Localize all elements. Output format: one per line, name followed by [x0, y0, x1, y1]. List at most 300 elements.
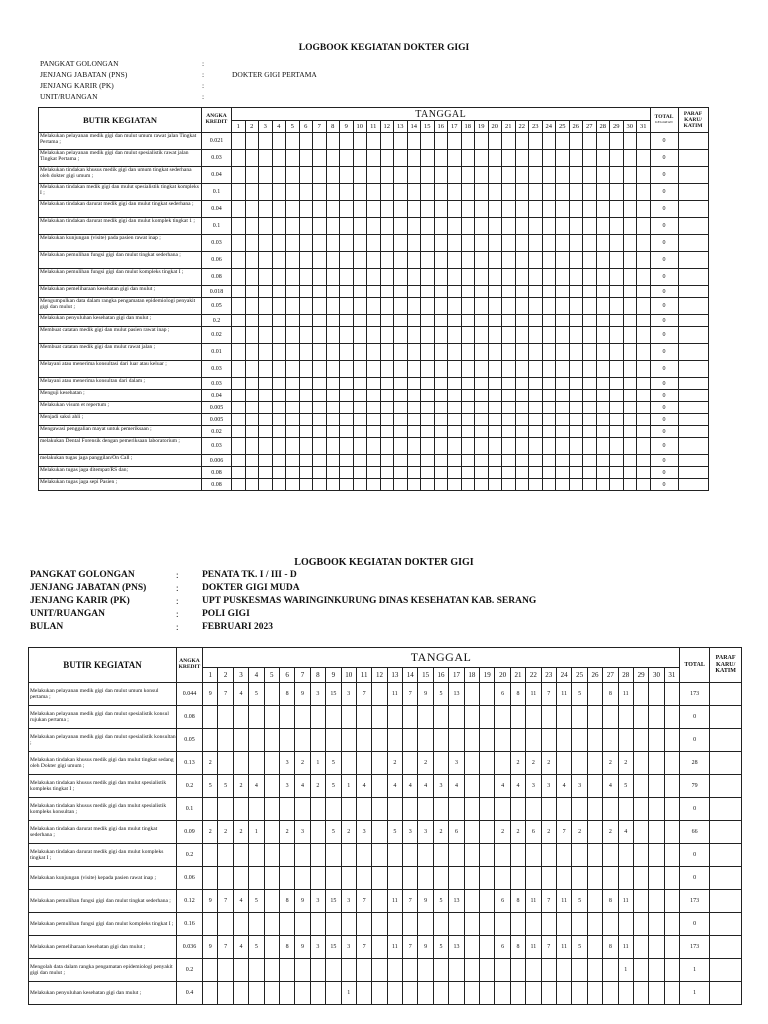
day-cell [418, 706, 433, 729]
credit-cell: 0.06 [202, 252, 232, 269]
day-cell [569, 184, 583, 201]
day-cell [556, 201, 570, 218]
header-day: 22 [515, 121, 529, 133]
day-cell [394, 167, 408, 184]
day-cell [340, 269, 354, 286]
day-cell [353, 414, 367, 426]
day-cell [448, 479, 462, 491]
day-cell [203, 959, 218, 982]
credit-cell: 0.08 [177, 706, 203, 729]
activity-cell: Melakukan pelayanan medik gigi dan mulut spesialistik konsultan ; [29, 729, 177, 752]
day-cell [488, 455, 502, 467]
table-row [39, 252, 709, 269]
day-cell [556, 344, 570, 361]
paraf-cell [710, 798, 742, 821]
day-cell [637, 402, 651, 414]
day-cell: 5 [249, 683, 264, 706]
header-day: 8 [310, 668, 325, 683]
day-cell [649, 959, 664, 982]
day-cell [380, 269, 394, 286]
activity-cell: Melakukan tindakan darurat medik gigi dan mulut tingkat sederhana ; [29, 821, 177, 844]
day-cell [526, 982, 541, 1005]
day-cell [259, 455, 273, 467]
day-cell [295, 706, 310, 729]
credit-cell: 0.005 [202, 402, 232, 414]
day-cell [461, 298, 475, 315]
day-cell [637, 269, 651, 286]
header-day: 30 [623, 121, 637, 133]
day-cell [637, 438, 651, 455]
day-cell [623, 390, 637, 402]
header-paraf: PARAF KARU/ KATIM [678, 108, 708, 133]
day-cell [326, 390, 340, 402]
day-cell [596, 298, 610, 315]
day-cell [367, 269, 381, 286]
day-cell [353, 150, 367, 167]
day-cell [272, 269, 286, 286]
credit-cell: 0.08 [202, 479, 232, 491]
total-cell: 0 [650, 133, 678, 150]
day-cell [313, 184, 327, 201]
day-cell [583, 455, 597, 467]
day-cell [610, 390, 624, 402]
day-cell [434, 150, 448, 167]
day-cell [448, 361, 462, 378]
day-cell [407, 315, 421, 327]
day-cell [421, 252, 435, 269]
day-cell [556, 455, 570, 467]
day-cell [583, 344, 597, 361]
day-cell [529, 344, 543, 361]
day-cell [583, 218, 597, 235]
credit-cell: 0.03 [202, 361, 232, 378]
day-cell [259, 286, 273, 298]
day-cell [356, 867, 371, 890]
total-cell: 28 [680, 752, 710, 775]
day-cell [542, 426, 556, 438]
day-cell [449, 959, 464, 982]
day-cell: 5 [572, 936, 587, 959]
day-cell: 2 [526, 752, 541, 775]
day-cell [313, 150, 327, 167]
day-cell [434, 414, 448, 426]
day-cell [380, 414, 394, 426]
credit-cell: 0.04 [202, 390, 232, 402]
day-cell [326, 286, 340, 298]
day-cell [461, 269, 475, 286]
table-row [39, 235, 709, 252]
day-cell [232, 390, 246, 402]
day-cell [407, 286, 421, 298]
day-cell [542, 201, 556, 218]
day-cell [326, 315, 340, 327]
day-cell [461, 184, 475, 201]
day-cell [272, 218, 286, 235]
day-cell [664, 798, 679, 821]
day-cell: 8 [279, 683, 294, 706]
day-cell [264, 775, 279, 798]
day-cell [515, 390, 529, 402]
day-cell: 13 [449, 936, 464, 959]
header-day: 17 [448, 121, 462, 133]
day-cell [310, 729, 325, 752]
day-cell [488, 252, 502, 269]
day-cell [434, 252, 448, 269]
day-cell [295, 982, 310, 1005]
day-cell [448, 286, 462, 298]
day-cell [407, 378, 421, 390]
day-cell: 5 [326, 775, 341, 798]
day-cell [326, 913, 341, 936]
table-row [39, 378, 709, 390]
paraf-cell [710, 867, 742, 890]
day-cell [475, 150, 489, 167]
day-cell [218, 729, 233, 752]
day-cell [664, 913, 679, 936]
identity-value: PENATA TK. I / III - D [202, 570, 297, 580]
day-cell [448, 298, 462, 315]
day-cell [583, 426, 597, 438]
table-row [39, 467, 709, 479]
day-cell [245, 467, 259, 479]
table-row [39, 327, 709, 344]
day-cell: 1 [310, 752, 325, 775]
paraf-cell [710, 982, 742, 1005]
day-cell [583, 378, 597, 390]
day-cell [394, 184, 408, 201]
paraf-cell [678, 150, 708, 167]
day-cell: 11 [556, 936, 571, 959]
paraf-cell [710, 729, 742, 752]
table-row [29, 729, 742, 752]
day-cell [569, 315, 583, 327]
day-cell [510, 867, 525, 890]
identity-label: JENJANG KARIR (PK) [30, 596, 130, 606]
day-cell [218, 913, 233, 936]
day-cell [515, 438, 529, 455]
day-cell [310, 821, 325, 844]
table-row [29, 959, 742, 982]
day-cell [488, 218, 502, 235]
total-cell: 0 [650, 402, 678, 414]
day-cell [245, 150, 259, 167]
day-cell [448, 438, 462, 455]
day-cell [233, 867, 248, 890]
day-cell [218, 798, 233, 821]
day-cell [603, 959, 618, 982]
day-cell [603, 798, 618, 821]
total-cell: 0 [650, 426, 678, 438]
day-cell: 7 [218, 936, 233, 959]
day-cell [461, 426, 475, 438]
day-cell: 2 [603, 752, 618, 775]
day-cell [542, 390, 556, 402]
logbook-title: LOGBOOK KEGIATAN DOKTER GIGI [298, 43, 470, 53]
day-cell [233, 798, 248, 821]
total-cell: 0 [680, 913, 710, 936]
day-cell [326, 252, 340, 269]
day-cell [623, 252, 637, 269]
activity-cell: Melakukan tindakan darurat medik gigi dan mulut komplek tingkat 1 ; [39, 218, 202, 235]
paraf-cell [710, 706, 742, 729]
day-cell [610, 218, 624, 235]
day-cell [664, 890, 679, 913]
paraf-cell [710, 913, 742, 936]
table-row [39, 438, 709, 455]
day-cell [448, 315, 462, 327]
day-cell [233, 959, 248, 982]
day-cell [299, 252, 313, 269]
day-cell [587, 913, 602, 936]
day-cell [449, 729, 464, 752]
day-cell [264, 890, 279, 913]
day-cell [340, 402, 354, 414]
day-cell [286, 218, 300, 235]
day-cell [529, 252, 543, 269]
day-cell [433, 706, 448, 729]
day-cell [583, 286, 597, 298]
day-cell [433, 729, 448, 752]
day-cell [529, 218, 543, 235]
day-cell [264, 706, 279, 729]
day-cell [264, 959, 279, 982]
header-tanggal: TANGGAL [232, 108, 651, 121]
paraf-cell [678, 133, 708, 150]
activity-cell: Melakukan pelayanan medik gigi dan mulut spesialistik konsul rujukan pertama ; [29, 706, 177, 729]
header-day: 24 [556, 668, 571, 683]
day-cell [488, 150, 502, 167]
day-cell [407, 133, 421, 150]
day-cell [313, 402, 327, 414]
day-cell [556, 414, 570, 426]
day-cell [367, 344, 381, 361]
day-cell [407, 269, 421, 286]
day-cell [295, 844, 310, 867]
day-cell [407, 402, 421, 414]
total-cell: 0 [650, 286, 678, 298]
day-cell [259, 426, 273, 438]
header-day: 10 [341, 668, 356, 683]
day-cell [587, 844, 602, 867]
day-cell [637, 298, 651, 315]
identity-colon: : [176, 583, 179, 593]
day-cell [299, 344, 313, 361]
day-cell [341, 798, 356, 821]
day-cell: 6 [449, 821, 464, 844]
day-cell [367, 438, 381, 455]
day-cell [380, 315, 394, 327]
day-cell [313, 378, 327, 390]
day-cell [264, 936, 279, 959]
day-cell [310, 913, 325, 936]
day-cell [434, 235, 448, 252]
day-cell [596, 315, 610, 327]
day-cell [203, 913, 218, 936]
day-cell [587, 729, 602, 752]
day-cell [637, 218, 651, 235]
day-cell [603, 982, 618, 1005]
day-cell [272, 414, 286, 426]
day-cell [326, 479, 340, 491]
day-cell [232, 426, 246, 438]
table-row [39, 479, 709, 491]
day-cell [403, 913, 418, 936]
day-cell: 8 [603, 890, 618, 913]
header-day: 6 [279, 668, 294, 683]
identity-colon: : [176, 570, 179, 580]
day-cell [461, 361, 475, 378]
day-cell [249, 982, 264, 1005]
day-cell [633, 890, 648, 913]
day-cell [587, 775, 602, 798]
day-cell [664, 844, 679, 867]
paraf-cell [678, 235, 708, 252]
day-cell [464, 890, 479, 913]
day-cell: 7 [356, 936, 371, 959]
day-cell [569, 402, 583, 414]
day-cell [529, 298, 543, 315]
day-cell [418, 867, 433, 890]
day-cell [356, 982, 371, 1005]
day-cell: 2 [433, 821, 448, 844]
day-cell [637, 184, 651, 201]
day-cell [529, 235, 543, 252]
day-cell [286, 438, 300, 455]
day-cell [418, 844, 433, 867]
day-cell [232, 167, 246, 184]
day-cell [299, 150, 313, 167]
header-day: 16 [434, 121, 448, 133]
day-cell: 2 [310, 775, 325, 798]
day-cell [448, 235, 462, 252]
day-cell [353, 378, 367, 390]
activity-cell: Membuat catatan medik gigi dan mulut rawat jalan ; [39, 344, 202, 361]
day-cell [480, 890, 495, 913]
day-cell [488, 327, 502, 344]
credit-cell: 0.006 [202, 455, 232, 467]
header-paraf: PARAF KARU/ KATIM [710, 648, 742, 683]
day-cell [542, 479, 556, 491]
day-cell [495, 844, 510, 867]
day-cell [380, 167, 394, 184]
day-cell: 4 [618, 821, 633, 844]
total-cell: 0 [650, 252, 678, 269]
day-cell: 3 [541, 775, 556, 798]
day-cell [623, 167, 637, 184]
day-cell [502, 361, 516, 378]
day-cell [529, 426, 543, 438]
activity-cell: Melakukan pelayanan medik gigi dan mulut spesialistik rawat jalan Tingkat Pertama ; [39, 150, 202, 167]
day-cell [353, 235, 367, 252]
day-cell: 2 [572, 821, 587, 844]
day-cell: 11 [556, 890, 571, 913]
identity-label: UNIT/RUANGAN [30, 609, 105, 619]
day-cell: 11 [526, 936, 541, 959]
paraf-cell [678, 344, 708, 361]
day-cell [418, 913, 433, 936]
day-cell [380, 327, 394, 344]
day-cell [461, 402, 475, 414]
day-cell [272, 252, 286, 269]
day-cell [529, 455, 543, 467]
day-cell [502, 455, 516, 467]
day-cell [286, 344, 300, 361]
day-cell [286, 315, 300, 327]
day-cell [475, 167, 489, 184]
day-cell [232, 378, 246, 390]
day-cell [542, 252, 556, 269]
day-cell [394, 150, 408, 167]
day-cell [587, 798, 602, 821]
identity-label: UNIT/RUANGAN [40, 92, 98, 101]
day-cell [623, 479, 637, 491]
day-cell [353, 438, 367, 455]
day-cell [623, 133, 637, 150]
day-cell [403, 982, 418, 1005]
day-cell [353, 218, 367, 235]
day-cell [272, 402, 286, 414]
day-cell [203, 867, 218, 890]
day-cell [448, 327, 462, 344]
day-cell [295, 913, 310, 936]
day-cell [569, 378, 583, 390]
day-cell [299, 184, 313, 201]
day-cell [232, 414, 246, 426]
day-cell: 4 [418, 775, 433, 798]
day-cell [299, 378, 313, 390]
day-cell [203, 844, 218, 867]
day-cell [610, 150, 624, 167]
table-row [29, 821, 742, 844]
day-cell [480, 798, 495, 821]
day-cell [480, 913, 495, 936]
day-cell [633, 798, 648, 821]
day-cell [326, 402, 340, 414]
day-cell [529, 286, 543, 298]
day-cell [434, 286, 448, 298]
day-cell [313, 438, 327, 455]
day-cell [394, 438, 408, 455]
day-cell [394, 327, 408, 344]
day-cell [272, 235, 286, 252]
day-cell [245, 479, 259, 491]
day-cell [418, 959, 433, 982]
day-cell [259, 327, 273, 344]
day-cell [380, 298, 394, 315]
day-cell [434, 479, 448, 491]
header-day: 9 [326, 668, 341, 683]
day-cell [380, 390, 394, 402]
table-row [39, 298, 709, 315]
day-cell: 6 [526, 821, 541, 844]
day-cell [596, 402, 610, 414]
day-cell [623, 402, 637, 414]
header-day: 31 [664, 668, 679, 683]
day-cell [326, 467, 340, 479]
day-cell [464, 821, 479, 844]
day-cell [367, 327, 381, 344]
day-cell [232, 327, 246, 344]
day-cell [515, 414, 529, 426]
day-cell [623, 426, 637, 438]
day-cell: 4 [556, 775, 571, 798]
day-cell [510, 913, 525, 936]
total-cell: 66 [680, 821, 710, 844]
total-cell: 0 [650, 298, 678, 315]
day-cell [502, 438, 516, 455]
total-cell: 1 [680, 959, 710, 982]
day-cell: 1 [618, 959, 633, 982]
